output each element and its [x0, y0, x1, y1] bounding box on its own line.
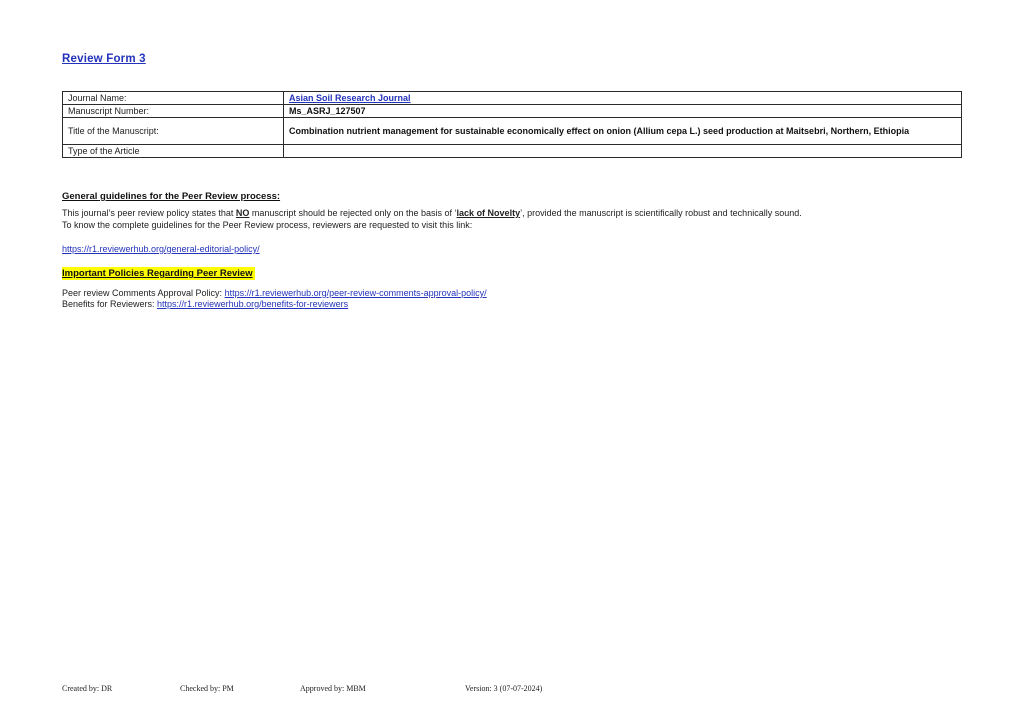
manuscript-title-label: Title of the Manuscript:	[63, 118, 284, 145]
manuscript-number-value: Ms_ASRJ_127507	[284, 105, 962, 118]
benefits-label: Benefits for Reviewers:	[62, 298, 158, 309]
footer-version: Version: 3 (07-07-2024)	[465, 684, 543, 693]
manuscript-title-value: Combination nutrient management for sustainable economically effect on onion (Allium cepa L.) seed production at Maitsebri, Northern, Ethiopia	[284, 118, 962, 145]
policy-line-benefits	[62, 299, 487, 310]
footer-created-by: Created by: DR	[62, 684, 113, 693]
manuscript-number-label: Manuscript Number:	[63, 105, 284, 118]
policy-links-block	[62, 288, 487, 309]
guidelines-line-1	[62, 207, 942, 219]
table-row-manuscript-title	[63, 118, 962, 145]
table-row-journal-name	[63, 92, 962, 105]
footer-approved-by: Approved by: MBM	[300, 684, 366, 693]
guidelines-heading: General guidelines for the Peer Review process:	[62, 191, 281, 202]
comments-approval-label: Peer review Comments Approval Policy:	[62, 288, 225, 298]
guidelines-seg-3: ’, provided the manuscript is scientifically robust and technically sound.	[520, 208, 802, 218]
footer-checked-by: Checked by: PM	[180, 684, 234, 693]
guidelines-seg-2: manuscript should be rejected only on the basis of ‘	[249, 208, 457, 218]
general-editorial-policy-link[interactable]: https://r1.reviewerhub.org/general-editorial-policy/	[62, 244, 260, 254]
guidelines-seg-novelty: lack of Novelty	[456, 208, 521, 218]
benefits-link[interactable]: https://r1.reviewerhub.org/benefits-for-reviewers	[157, 298, 349, 309]
general-editorial-policy-link-block	[62, 239, 260, 257]
comments-approval-link[interactable]: https://r1.reviewerhub.org/peer-review-comments-approval-policy/	[224, 288, 487, 298]
table-row-manuscript-number	[63, 105, 962, 118]
guidelines-line-2: To know the complete guidelines for the Peer Review process, reviewers are requested to visit this link:	[62, 220, 473, 230]
manuscript-info-table	[62, 91, 962, 158]
guidelines-paragraph	[62, 207, 942, 231]
table-row-article-type	[63, 145, 962, 158]
page-title: Review Form 3	[62, 53, 146, 65]
guidelines-seg-1: This journal’s peer review policy states that	[62, 208, 236, 218]
journal-name-label: Journal Name:	[63, 92, 284, 105]
guidelines-seg-no: NO	[235, 208, 250, 218]
policies-heading	[62, 268, 255, 279]
policy-line-comments-approval	[62, 288, 487, 299]
article-type-value	[284, 145, 962, 158]
journal-name-link[interactable]: Asian Soil Research Journal	[289, 93, 411, 103]
policies-heading-highlight: Important Policies Regarding Peer Review	[62, 268, 253, 279]
article-type-label: Type of the Article	[63, 145, 284, 158]
